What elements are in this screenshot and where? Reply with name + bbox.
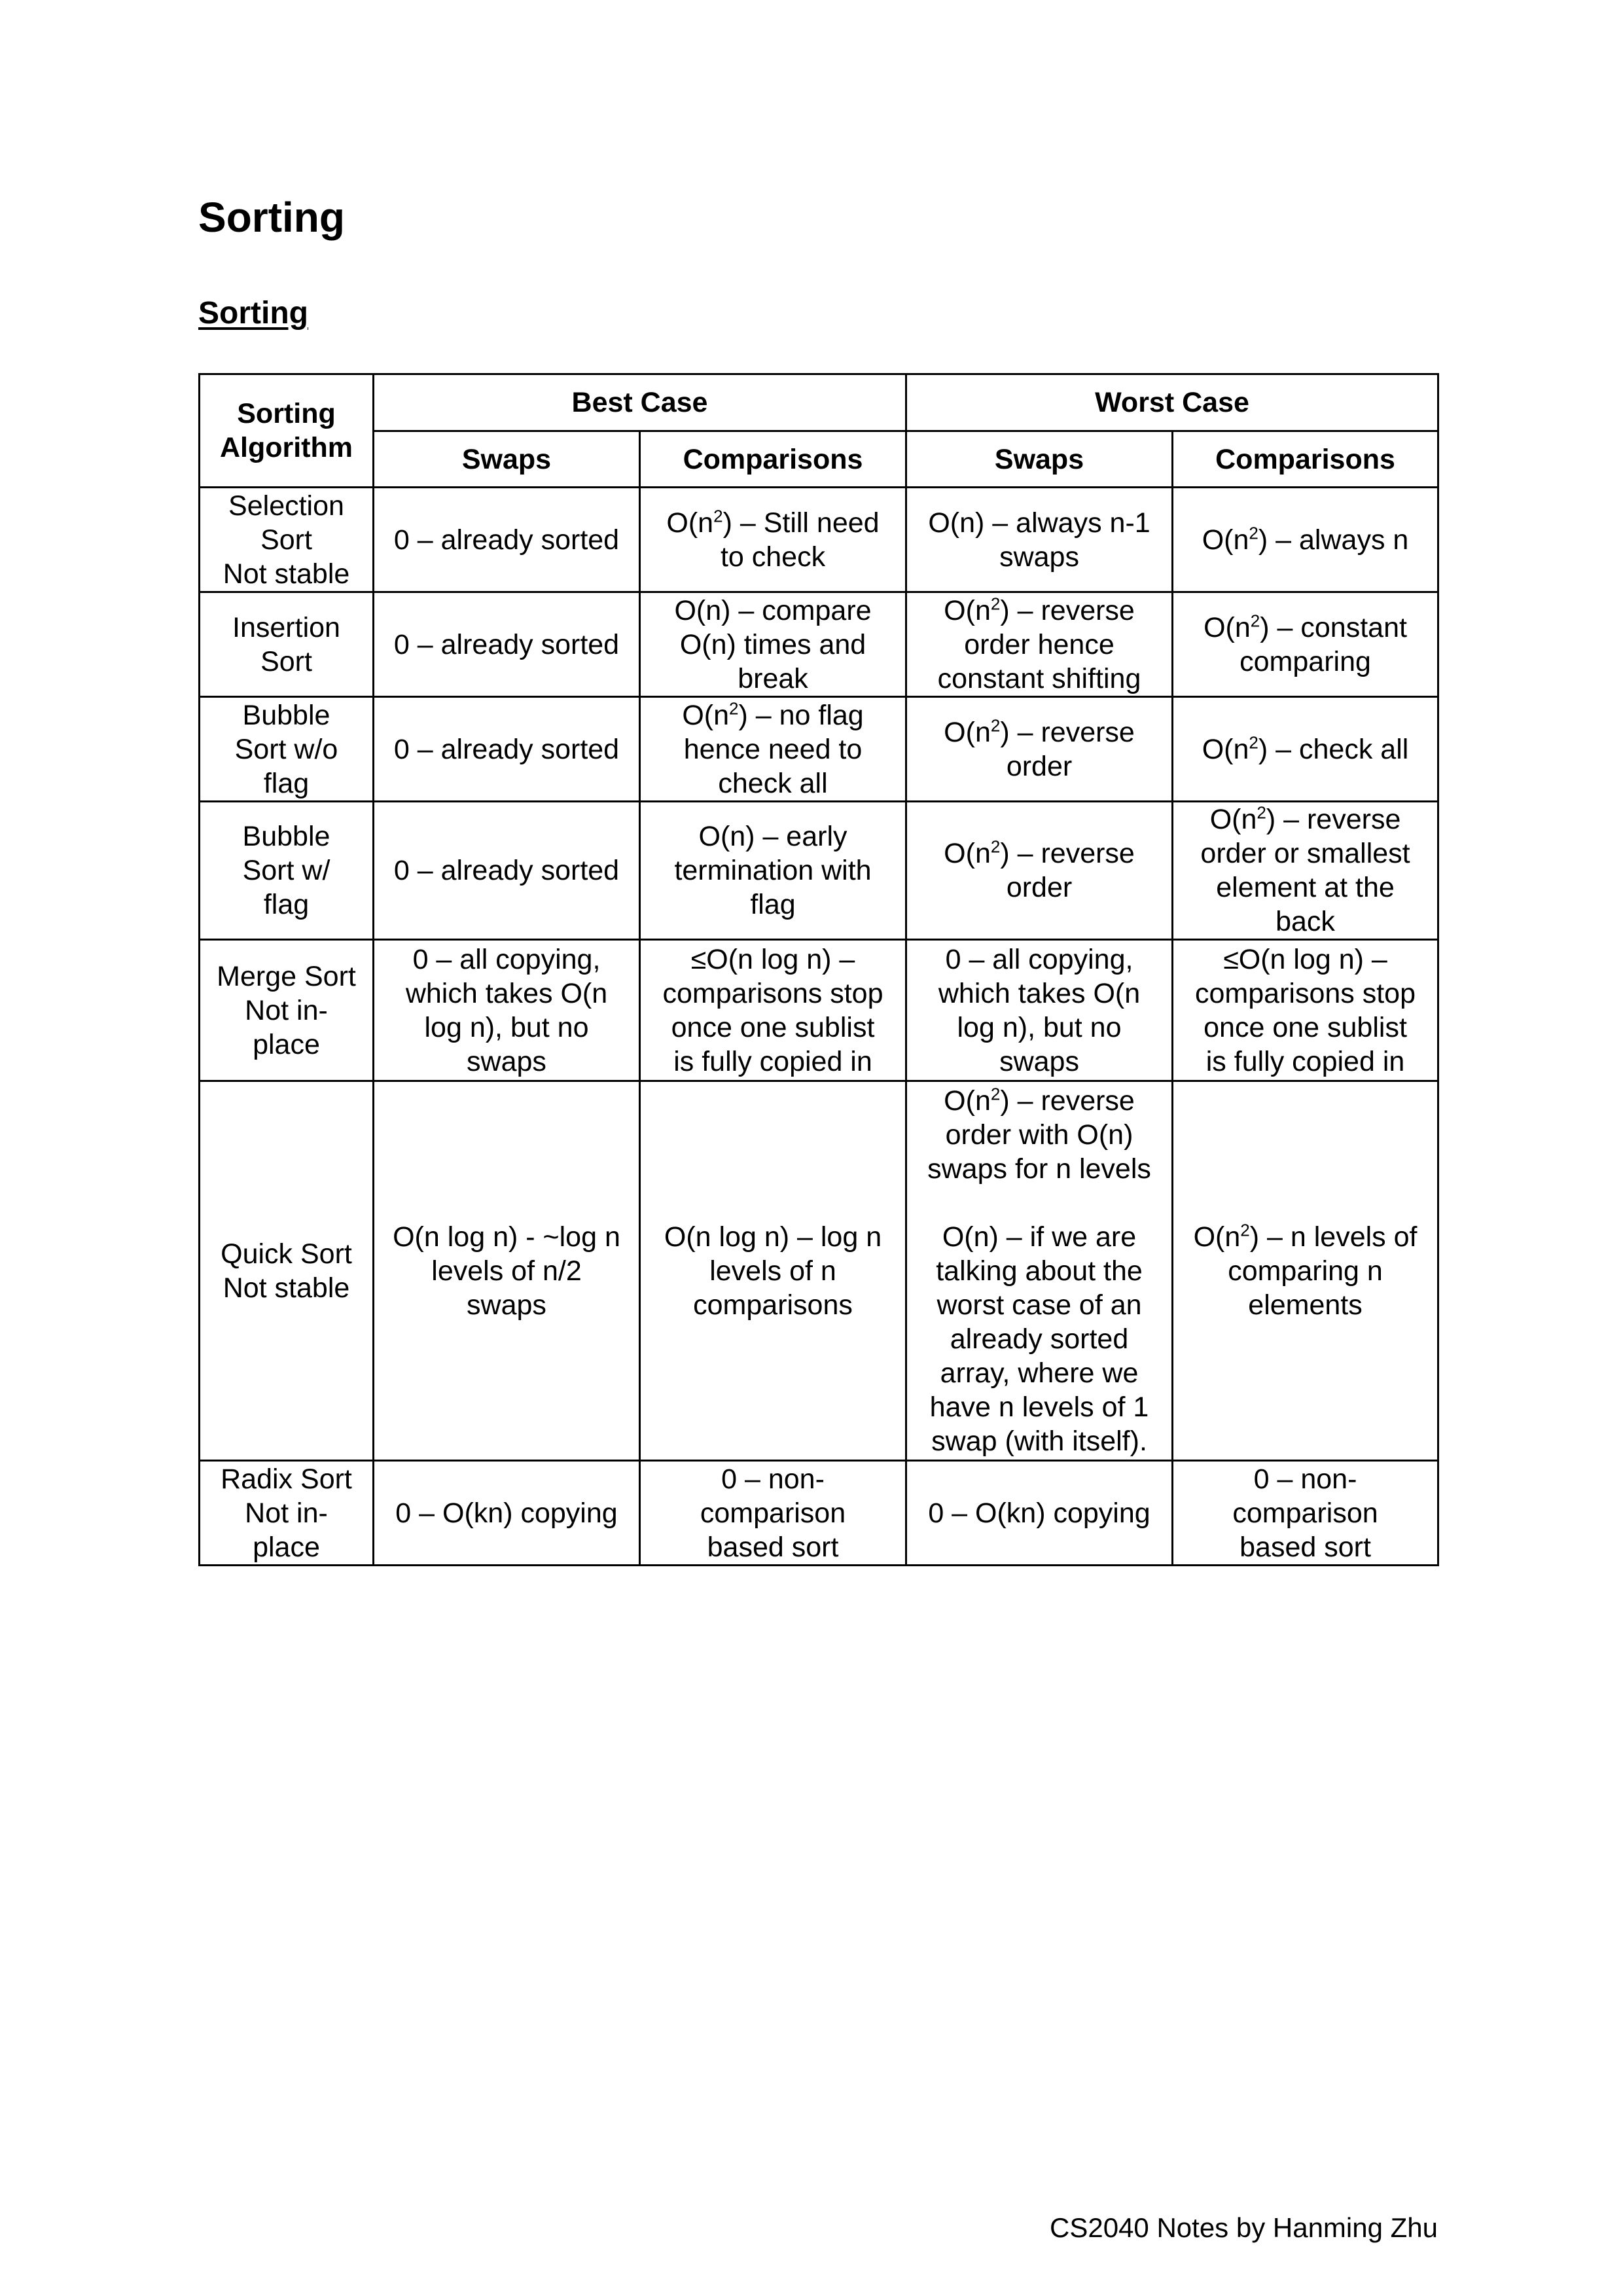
cell-line: which takes O(n bbox=[405, 977, 608, 1009]
header-best-case: Best Case bbox=[374, 374, 906, 431]
header-sorting-algorithm bbox=[200, 374, 374, 488]
table-row bbox=[200, 697, 1438, 802]
cell-line: log n), but no bbox=[424, 1011, 589, 1043]
cell-line: flag bbox=[263, 889, 310, 920]
cell-line: swaps bbox=[467, 1045, 546, 1077]
table-row bbox=[200, 1081, 1438, 1461]
cell-line: Sort bbox=[260, 524, 312, 556]
cell-line: which takes O(n bbox=[938, 977, 1141, 1009]
cell-line: comparisons stop bbox=[1195, 977, 1416, 1009]
cell-line: Not stable bbox=[223, 558, 350, 590]
cell-line: $O(n^2)$ – n levels of bbox=[1193, 1220, 1418, 1253]
cell-line: Not stable bbox=[223, 1272, 350, 1304]
cell-line: order with O(n) bbox=[945, 1119, 1133, 1151]
table-body bbox=[200, 488, 1438, 1566]
table-row bbox=[200, 592, 1438, 697]
best-comparisons-cell bbox=[640, 802, 906, 940]
best-swaps-cell bbox=[374, 1461, 640, 1566]
algorithm-cell bbox=[200, 592, 374, 697]
cell-gap bbox=[911, 1186, 1168, 1220]
cell-line: $O(n^2)$ – reverse bbox=[944, 1084, 1135, 1117]
cell-line: Sort bbox=[260, 645, 312, 677]
cell-line: log n), but no bbox=[957, 1011, 1122, 1043]
cell-line: flag bbox=[263, 767, 310, 799]
algorithm-cell bbox=[200, 802, 374, 940]
cell-line: Bubble bbox=[242, 821, 330, 852]
worst-comparisons-cell bbox=[1173, 1081, 1438, 1461]
cell-line: O(n) – if we are bbox=[942, 1221, 1137, 1253]
header-worst-case: Worst Case bbox=[906, 374, 1438, 431]
cell-line: ≤O(n log n) – bbox=[1223, 943, 1387, 975]
cell-line: Radix Sort bbox=[221, 1463, 352, 1495]
best-swaps-cell bbox=[374, 940, 640, 1081]
table-row bbox=[200, 1461, 1438, 1566]
cell-line: comparisons bbox=[693, 1289, 853, 1321]
worst-swaps-cell bbox=[906, 697, 1173, 802]
algorithm-cell bbox=[200, 1081, 374, 1461]
cell-line: Not in- bbox=[245, 994, 328, 1026]
cell-line: swaps for n levels bbox=[927, 1153, 1151, 1185]
cell-line: $O(n^2)$ – reverse bbox=[944, 594, 1135, 626]
cell-line: levels of n bbox=[709, 1255, 836, 1287]
cell-line: order or smallest bbox=[1200, 838, 1410, 869]
worst-swaps-cell bbox=[906, 1081, 1173, 1461]
cell-line: Quick Sort bbox=[221, 1238, 352, 1270]
cell-line: $O(n^2)$ – reverse bbox=[944, 715, 1135, 748]
cell-line: 0 – all copying, bbox=[945, 943, 1133, 975]
cell-line: array, where we bbox=[940, 1357, 1139, 1389]
cell-line: $O(n^2)$ – constant bbox=[1204, 611, 1407, 643]
cell-line: already sorted bbox=[950, 1323, 1129, 1355]
cell-line: O(n) – always n-1 bbox=[928, 507, 1150, 539]
best-comparisons-cell bbox=[640, 1081, 906, 1461]
table-row bbox=[200, 488, 1438, 592]
sorting-table bbox=[198, 373, 1439, 1566]
section-heading: Sorting bbox=[198, 296, 308, 331]
best-comparisons-cell bbox=[640, 592, 906, 697]
cell-line: $O(n^2)$ – reverse bbox=[944, 836, 1135, 869]
cell-line: break bbox=[738, 662, 808, 694]
cell-line: $O(n^2)$ – always n bbox=[1202, 523, 1409, 556]
best-comparisons-cell bbox=[640, 1461, 906, 1566]
cell-line: Sort w/o bbox=[234, 733, 338, 765]
cell-line: talking about the bbox=[936, 1255, 1143, 1287]
cell-line: order bbox=[1006, 750, 1073, 782]
cell-line: O(n) times and bbox=[679, 628, 866, 660]
cell-line: check all bbox=[718, 767, 828, 799]
cell-line: to check bbox=[720, 541, 826, 573]
cell-line: 0 – O(kn) copying bbox=[395, 1497, 618, 1529]
algorithm-cell bbox=[200, 697, 374, 802]
algorithm-cell bbox=[200, 1461, 374, 1566]
cell-line: 0 – already sorted bbox=[393, 733, 620, 765]
cell-line: 0 – already sorted bbox=[393, 628, 620, 660]
cell-line: ≤O(n log n) – bbox=[690, 943, 855, 975]
cell-line: 0 – O(kn) copying bbox=[928, 1497, 1150, 1529]
cell-line: comparisons stop bbox=[662, 977, 883, 1009]
cell-line: back bbox=[1275, 906, 1335, 937]
best-swaps-cell bbox=[374, 488, 640, 592]
worst-comparisons-cell bbox=[1173, 940, 1438, 1081]
worst-swaps-cell bbox=[906, 592, 1173, 697]
cell-line: comparison bbox=[1232, 1497, 1378, 1529]
cell-line: O(n log n) - ~log n bbox=[393, 1221, 620, 1253]
cell-line: 0 – already sorted bbox=[393, 524, 620, 556]
cell-line: 0 – non- bbox=[1253, 1463, 1357, 1495]
page-title: Sorting bbox=[198, 194, 345, 241]
worst-comparisons-cell bbox=[1173, 488, 1438, 592]
cell-line: 0 – non- bbox=[721, 1463, 825, 1495]
cell-line: comparison bbox=[700, 1497, 846, 1529]
header-worst-swaps: Swaps bbox=[906, 431, 1173, 488]
worst-swaps-cell bbox=[906, 802, 1173, 940]
cell-line: have n levels of 1 bbox=[929, 1391, 1149, 1423]
cell-line: $O(n^2)$ – check all bbox=[1202, 732, 1409, 765]
cell-line: O(n log n) – log n bbox=[664, 1221, 882, 1253]
cell-line: Selection bbox=[228, 490, 344, 522]
cell-line: once one sublist bbox=[1204, 1011, 1407, 1043]
cell-line: place bbox=[253, 1531, 320, 1563]
best-swaps-cell bbox=[374, 1081, 640, 1461]
table-row bbox=[200, 802, 1438, 940]
best-comparisons-cell bbox=[640, 488, 906, 592]
cell-line: swap (with itself). bbox=[931, 1425, 1147, 1457]
cell-line: $O(n^2)$ – reverse bbox=[1209, 802, 1401, 835]
cell-line: once one sublist bbox=[671, 1011, 875, 1043]
cell-line: worst case of an bbox=[936, 1289, 1142, 1321]
cell-line: based sort bbox=[707, 1531, 839, 1563]
worst-swaps-cell bbox=[906, 488, 1173, 592]
header-algorithm-line: Sorting bbox=[237, 398, 336, 429]
header-best-swaps: Swaps bbox=[374, 431, 640, 488]
cell-line: hence need to bbox=[683, 733, 863, 765]
cell-line: O(n) – early bbox=[698, 821, 847, 852]
best-swaps-cell bbox=[374, 697, 640, 802]
cell-line: Insertion bbox=[232, 611, 340, 643]
algorithm-cell bbox=[200, 940, 374, 1081]
footer-credit: CS2040 Notes by Hanming Zhu bbox=[1050, 2212, 1438, 2243]
cell-line: 0 – all copying, bbox=[412, 943, 601, 975]
cell-line: termination with bbox=[674, 855, 872, 886]
cell-line: Not in- bbox=[245, 1497, 328, 1529]
cell-line: is fully copied in bbox=[673, 1045, 872, 1077]
worst-comparisons-cell bbox=[1173, 1461, 1438, 1566]
cell-line: Bubble bbox=[242, 699, 330, 731]
best-swaps-cell bbox=[374, 592, 640, 697]
worst-comparisons-cell bbox=[1173, 592, 1438, 697]
cell-line: comparing bbox=[1240, 645, 1371, 677]
header-worst-comparisons: Comparisons bbox=[1173, 431, 1438, 488]
cell-line: comparing n bbox=[1228, 1255, 1383, 1287]
best-comparisons-cell bbox=[640, 697, 906, 802]
cell-line: O(n) – compare bbox=[674, 594, 872, 626]
worst-swaps-cell bbox=[906, 940, 1173, 1081]
cell-line: $O(n^2)$ – no flag bbox=[682, 698, 864, 731]
cell-line: order bbox=[1006, 872, 1073, 903]
header-algorithm-line: Algorithm bbox=[219, 432, 353, 463]
cell-line: $O(n^2)$ – Still need bbox=[666, 506, 880, 539]
worst-comparisons-cell bbox=[1173, 697, 1438, 802]
cell-line: based sort bbox=[1240, 1531, 1371, 1563]
cell-line: element at the bbox=[1216, 872, 1395, 903]
cell-line: is fully copied in bbox=[1205, 1045, 1405, 1077]
cell-line: elements bbox=[1248, 1289, 1363, 1321]
worst-swaps-cell bbox=[906, 1461, 1173, 1566]
cell-line: flag bbox=[750, 889, 796, 920]
cell-line: 0 – already sorted bbox=[393, 855, 620, 886]
best-swaps-cell bbox=[374, 802, 640, 940]
cell-line: Merge Sort bbox=[217, 960, 356, 992]
cell-line: swaps bbox=[999, 1045, 1079, 1077]
worst-comparisons-cell bbox=[1173, 802, 1438, 940]
cell-line: swaps bbox=[999, 541, 1079, 573]
cell-line: swaps bbox=[467, 1289, 546, 1321]
cell-line: constant shifting bbox=[937, 662, 1141, 694]
table-row bbox=[200, 940, 1438, 1081]
cell-line: Sort w/ bbox=[242, 855, 330, 886]
cell-line: place bbox=[253, 1028, 320, 1060]
cell-line: levels of n/2 bbox=[431, 1255, 582, 1287]
header-best-comparisons: Comparisons bbox=[640, 431, 906, 488]
best-comparisons-cell bbox=[640, 940, 906, 1081]
cell-line: order hence bbox=[964, 628, 1115, 660]
algorithm-cell bbox=[200, 488, 374, 592]
